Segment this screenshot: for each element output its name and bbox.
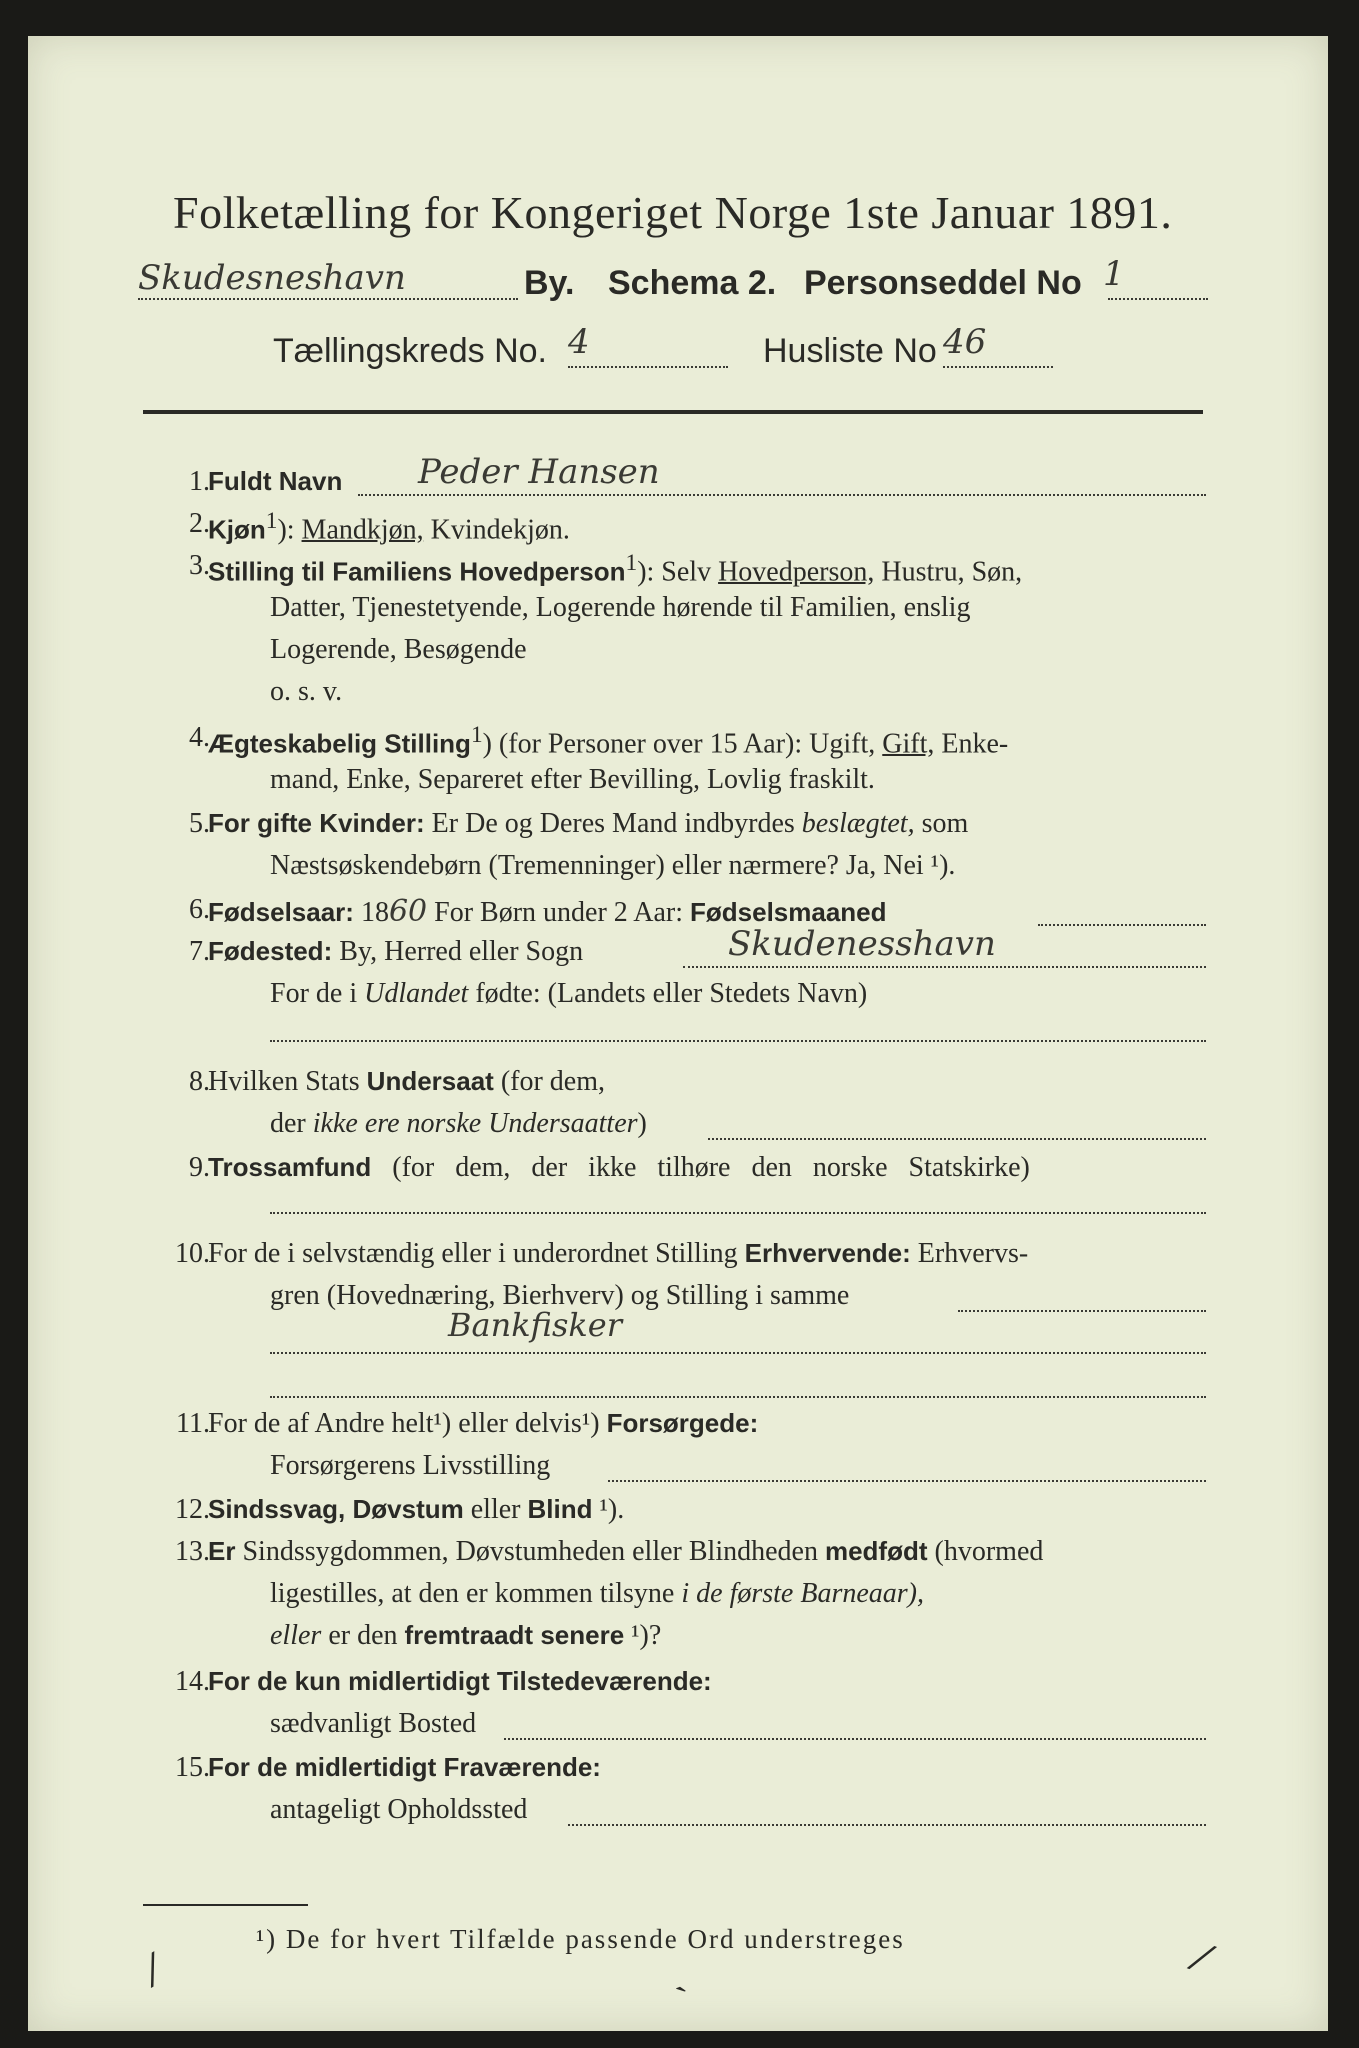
census-form-sheet: [28, 36, 1328, 2031]
item-number: 9.: [189, 1152, 210, 1183]
item-10-dotline-3: [270, 1396, 1206, 1398]
item-text: (for dem,: [493, 1066, 606, 1097]
item-10: [175, 1238, 1029, 1270]
item-italic: Udlandet: [364, 978, 469, 1009]
item-label: Fødested:: [208, 936, 333, 966]
item-3-line4: o. s. v.: [270, 676, 343, 707]
item-number: 13.: [175, 1536, 210, 1567]
item-label: Ægteskabelig Stilling: [208, 728, 471, 759]
item-number: 8.: [189, 1066, 210, 1097]
item-label: Undersaat: [366, 1066, 494, 1096]
personseddel-number: 1: [1103, 254, 1125, 294]
item-5: [189, 808, 969, 840]
underlined-answer: Mandkjøn,: [301, 514, 424, 546]
item-text: Erhvervs-: [910, 1238, 1029, 1269]
item-text: By, Herred eller Sogn: [332, 936, 584, 967]
item-number: 4.: [189, 722, 210, 753]
item-number: 2.: [189, 508, 210, 539]
item-15: [175, 1752, 601, 1784]
item-label: Fødselsmaaned: [690, 897, 887, 927]
item-label: For de kun midlertidigt Tilstedeværende:: [208, 1666, 712, 1696]
item-10-line2: gren (Hovednæring, Bierhverv) og Stilling i samme: [270, 1280, 850, 1311]
husliste-label: Husliste No: [763, 332, 937, 370]
item-text: er den: [321, 1620, 405, 1651]
item-text: fødte: (Landets eller Stedets Navn): [468, 978, 868, 1009]
item-7-line2: [270, 978, 867, 1010]
item-text: der: [270, 1108, 313, 1139]
item-text: (for dem, der ikke tilhøre den norske Statskirke): [371, 1152, 1030, 1183]
item-8-dotline: [708, 1138, 1206, 1140]
item-label: Kjøn: [208, 514, 266, 545]
item-number: 6.: [189, 894, 210, 925]
form-title: Folketælling for Kongeriget Norge 1ste Januar 1891.: [173, 187, 1173, 238]
item-italic: eller: [270, 1620, 322, 1651]
item-text: 18: [353, 897, 389, 928]
item-15-line2: antageligt Opholdssted: [270, 1794, 528, 1825]
item-italic: beslægtet,: [801, 808, 915, 839]
item-number: 7.: [189, 936, 210, 967]
item-text: For de i selvstændig eller i underordnet Stilling: [208, 1238, 745, 1269]
item-label: Forsørgede:: [606, 1408, 759, 1438]
item-label: Erhvervende:: [744, 1238, 911, 1268]
item-14-line2: sædvanligt Bosted: [270, 1708, 477, 1739]
full-name-answer: Peder Hansen: [418, 452, 660, 492]
item-number: 1.: [189, 466, 210, 497]
town-dotline: [138, 298, 518, 300]
item-10-dotline: [958, 1310, 1206, 1312]
item-11-dotline: [608, 1480, 1206, 1482]
item-text: Hvilken Stats: [208, 1066, 367, 1097]
footnote-ref: 1: [625, 550, 638, 576]
item-1-dotline: [358, 494, 1206, 496]
item-text: (hvormed: [927, 1536, 1044, 1567]
item-text: ligestilles, at den er kommen tilsyne: [270, 1578, 682, 1609]
item-label: fremtraadt senere: [404, 1620, 625, 1650]
item-4-line2: mand, Enke, Separeret efter Bevilling, Lovlig fraskilt.: [270, 764, 875, 795]
husliste-number: 46: [943, 322, 987, 362]
item-text: ): Selv: [637, 556, 719, 588]
item-10-dotline-2: [270, 1352, 1206, 1354]
husliste-dotline: [943, 366, 1053, 368]
item-text: For Børn under 2 Aar:: [427, 897, 690, 928]
item-number: 3.: [189, 550, 210, 581]
item-9-dotline: [270, 1212, 1206, 1214]
item-text: ):: [277, 514, 302, 546]
item-8-line2: [270, 1108, 647, 1140]
item-11-line2: Forsørgerens Livsstilling: [270, 1450, 551, 1481]
item-9: [189, 1152, 1030, 1184]
pencil-mark-center: ˎ: [660, 1948, 689, 1996]
item-text: For de i: [270, 978, 365, 1009]
item-3-line3: Logerende, Besøgende: [270, 634, 527, 665]
birthplace-answer: Skudenesshavn: [728, 924, 996, 964]
item-label: Blind: [527, 1494, 593, 1524]
underlined-answer: Hovedperson,: [718, 556, 875, 588]
item-14: [175, 1666, 712, 1698]
item-2: [189, 508, 570, 546]
item-text: Sindssygdommen, Døvstumheden eller Blindheden: [235, 1536, 825, 1567]
item-text: Er De og Deres Mand indbyrdes: [424, 808, 802, 839]
item-12: [175, 1494, 625, 1526]
footnote-rule: [143, 1904, 308, 1906]
item-label: Er: [208, 1536, 236, 1566]
header-rule: [143, 410, 1203, 414]
item-label: Fuldt Navn: [208, 466, 343, 496]
footnote: ¹) De for hvert Tilfælde passende Ord understreges: [256, 1924, 905, 1954]
schema-label: Schema 2.: [608, 264, 777, 302]
item-label: medfødt: [824, 1536, 928, 1566]
taellingskreds-number: 4: [568, 322, 590, 362]
taellingskreds-label: Tællingskreds No.: [273, 332, 547, 370]
item-text: ): [637, 1108, 647, 1139]
item-text: som: [914, 808, 969, 839]
personseddel-label: Personseddel No: [804, 264, 1082, 302]
item-15-dotline: [568, 1824, 1206, 1826]
occupation-answer: Bankfisker: [448, 1306, 622, 1344]
item-text: ¹).: [592, 1494, 625, 1525]
item-text: ¹)?: [624, 1620, 662, 1651]
item-5-line2: Næstsøskendebørn (Tremenninger) eller nærmere? Ja, Nei ¹).: [270, 850, 956, 881]
item-label: Sindssvag, Døvstum: [208, 1494, 464, 1524]
item-label: For gifte Kvinder:: [208, 808, 425, 838]
town-handwritten: Skudesneshavn: [138, 258, 406, 298]
item-text: eller: [463, 1494, 528, 1525]
footnote-ref: 1: [470, 722, 483, 748]
item-label: Trossamfund: [208, 1152, 372, 1182]
birth-year-answer: 60: [388, 894, 428, 929]
item-number: 10.: [175, 1238, 210, 1269]
item-text: ) (for Personer over 15 Aar): Ugift,: [482, 728, 883, 760]
item-text: Kvindekjøn.: [423, 514, 570, 546]
item-label: Fødselsaar:: [208, 897, 354, 927]
item-6-dotline: [1038, 924, 1206, 926]
item-3-line2: Datter, Tjenestetyende, Logerende hørende til Familien, enslig: [270, 592, 971, 623]
pencil-mark-left: ⁄: [138, 1949, 168, 1993]
item-text: Enke-: [934, 728, 1009, 760]
item-number: 12.: [175, 1494, 210, 1525]
item-text: For de af Andre helt¹) eller delvis¹): [208, 1408, 607, 1439]
item-label: Stilling til Familiens Hovedperson: [208, 556, 626, 587]
item-13-line2: [270, 1578, 924, 1610]
underlined-answer: Gift,: [882, 728, 935, 760]
item-label: For de midlertidigt Fraværende:: [208, 1752, 601, 1782]
item-number: 15.: [175, 1752, 210, 1783]
item-text: Hustru, Søn,: [874, 556, 1023, 588]
item-7-dotline: [683, 966, 1206, 968]
item-8: [189, 1066, 606, 1098]
item-4: [189, 722, 1009, 760]
item-7: [189, 924, 996, 968]
taellingskreds-dotline: [568, 366, 728, 368]
item-7-dotline-2: [270, 1040, 1206, 1042]
item-3: [189, 550, 1023, 588]
item-11: [176, 1408, 759, 1440]
by-label: By.: [524, 264, 575, 302]
personseddel-dotline: [1108, 298, 1208, 300]
item-14-dotline: [504, 1738, 1206, 1740]
item-number: 11.: [176, 1408, 210, 1439]
item-italic: ikke ere norske Undersaatter: [312, 1108, 638, 1139]
item-13: [175, 1536, 1044, 1568]
pencil-mark-right: ⁄: [1190, 1936, 1213, 1982]
item-13-line3: [270, 1620, 661, 1652]
item-italic: i de første Barneaar),: [681, 1578, 924, 1609]
item-number: 5.: [189, 808, 210, 839]
footnote-ref: 1: [265, 508, 278, 534]
item-number: 14.: [175, 1666, 210, 1697]
